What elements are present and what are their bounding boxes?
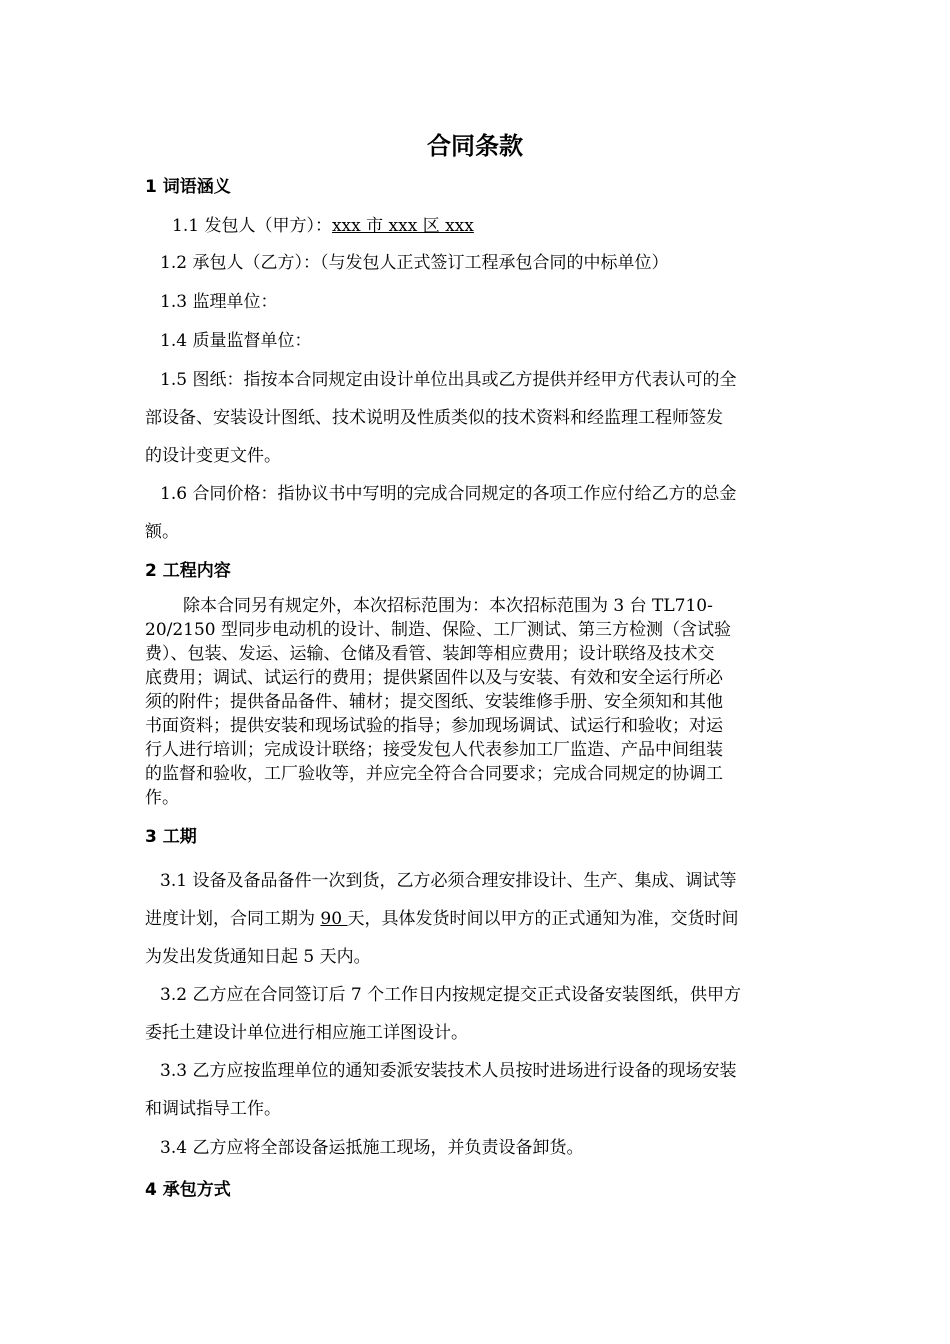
clause-1-4: 1.4 质量监督单位： xyxy=(160,331,312,351)
clause-1-3: 1.3 监理单位： xyxy=(160,292,278,312)
scope-line-5: 须的附件；提供备品备件、辅材；提交图纸、安装维修手册、安全须知和其他 xyxy=(145,692,723,712)
scope-line-8: 的监督和验收，工厂验收等，并应完全符合合同要求；完成合同规定的协调工 xyxy=(145,764,723,784)
clause-1-5-line-2: 部设备、安装设计图纸、技术说明及性质类似的技术资料和经监理工程师签发 xyxy=(145,408,723,428)
employer-address: xxx 市 xxx 区 xxx xyxy=(331,216,474,236)
clause-3-1-text-c: 天，具体发货时间以甲方的正式通知为准，交货时间 xyxy=(347,909,739,929)
clause-3-1-line-1: 3.1 设备及备品备件一次到货，乙方必须合理安排设计、生产、集成、调试等 xyxy=(160,871,737,891)
scope-line-2: 20/2150 型同步电动机的设计、制造、保险、工厂测试、第三方检测（含试验 xyxy=(145,620,732,640)
clause-3-2-line-1: 3.2 乙方应在合同签订后 7 个工作日内按规定提交正式设备安装图纸，供甲方 xyxy=(160,985,742,1005)
clause-1-6-line-2: 额。 xyxy=(145,522,179,542)
section-1-heading: 1 词语涵义 xyxy=(145,177,231,197)
clause-1-5-line-3: 的设计变更文件。 xyxy=(145,446,281,466)
clause-3-1-line-2 xyxy=(145,909,738,929)
clause-1-1 xyxy=(172,216,474,236)
section-4-heading: 4 承包方式 xyxy=(145,1180,231,1200)
clause-3-1-text-a: 进度计划，合同工期为 xyxy=(145,909,321,929)
section-3-heading: 3 工期 xyxy=(145,827,197,847)
scope-line-4: 底费用；调试、试运行的费用；提供紧固件以及与安装、有效和安全运行所必 xyxy=(145,668,723,688)
clause-1-1-label: 1.1 发包人（甲方）： xyxy=(172,216,332,236)
section-2-heading: 2 工程内容 xyxy=(145,561,231,581)
scope-line-9: 作。 xyxy=(145,788,179,808)
clause-3-4: 3.4 乙方应将全部设备运抵施工现场，并负责设备卸货。 xyxy=(160,1138,584,1158)
clause-3-3-line-2: 和调试指导工作。 xyxy=(145,1099,281,1119)
clause-1-2: 1.2 承包人（乙方）：（与发包人正式签订工程承包合同的中标单位） xyxy=(160,253,669,273)
scope-line-6: 书面资料；提供安装和现场试验的指导；参加现场调试、试运行和验收；对运 xyxy=(145,716,723,736)
scope-line-1: 除本合同另有规定外，本次招标范围为：本次招标范围为 3 台 TL710- xyxy=(183,596,713,616)
clause-1-6-line-1: 1.6 合同价格：指协议书中写明的完成合同规定的各项工作应付给乙方的总金 xyxy=(160,484,737,504)
clause-1-5-line-1: 1.5 图纸：指按本合同规定由设计单位出具或乙方提供并经甲方代表认可的全 xyxy=(160,370,737,390)
scope-line-3: 费）、包装、发运、运输、仓储及看管、装卸等相应费用；设计联络及技术交 xyxy=(145,644,715,664)
page-title: 合同条款 xyxy=(427,132,523,160)
clause-3-1-line-3: 为发出发货通知日起 5 天内。 xyxy=(145,947,371,967)
scope-line-7: 行人进行培训；完成设计联络；接受发包人代表参加工厂监造、产品中间组装 xyxy=(145,740,723,760)
clause-3-2-line-2: 委托土建设计单位进行相应施工详图设计。 xyxy=(145,1023,468,1043)
contract-duration-days: 90 xyxy=(320,909,348,929)
clause-3-3-line-1: 3.3 乙方应按监理单位的通知委派安装技术人员按时进场进行设备的现场安装 xyxy=(160,1061,737,1081)
